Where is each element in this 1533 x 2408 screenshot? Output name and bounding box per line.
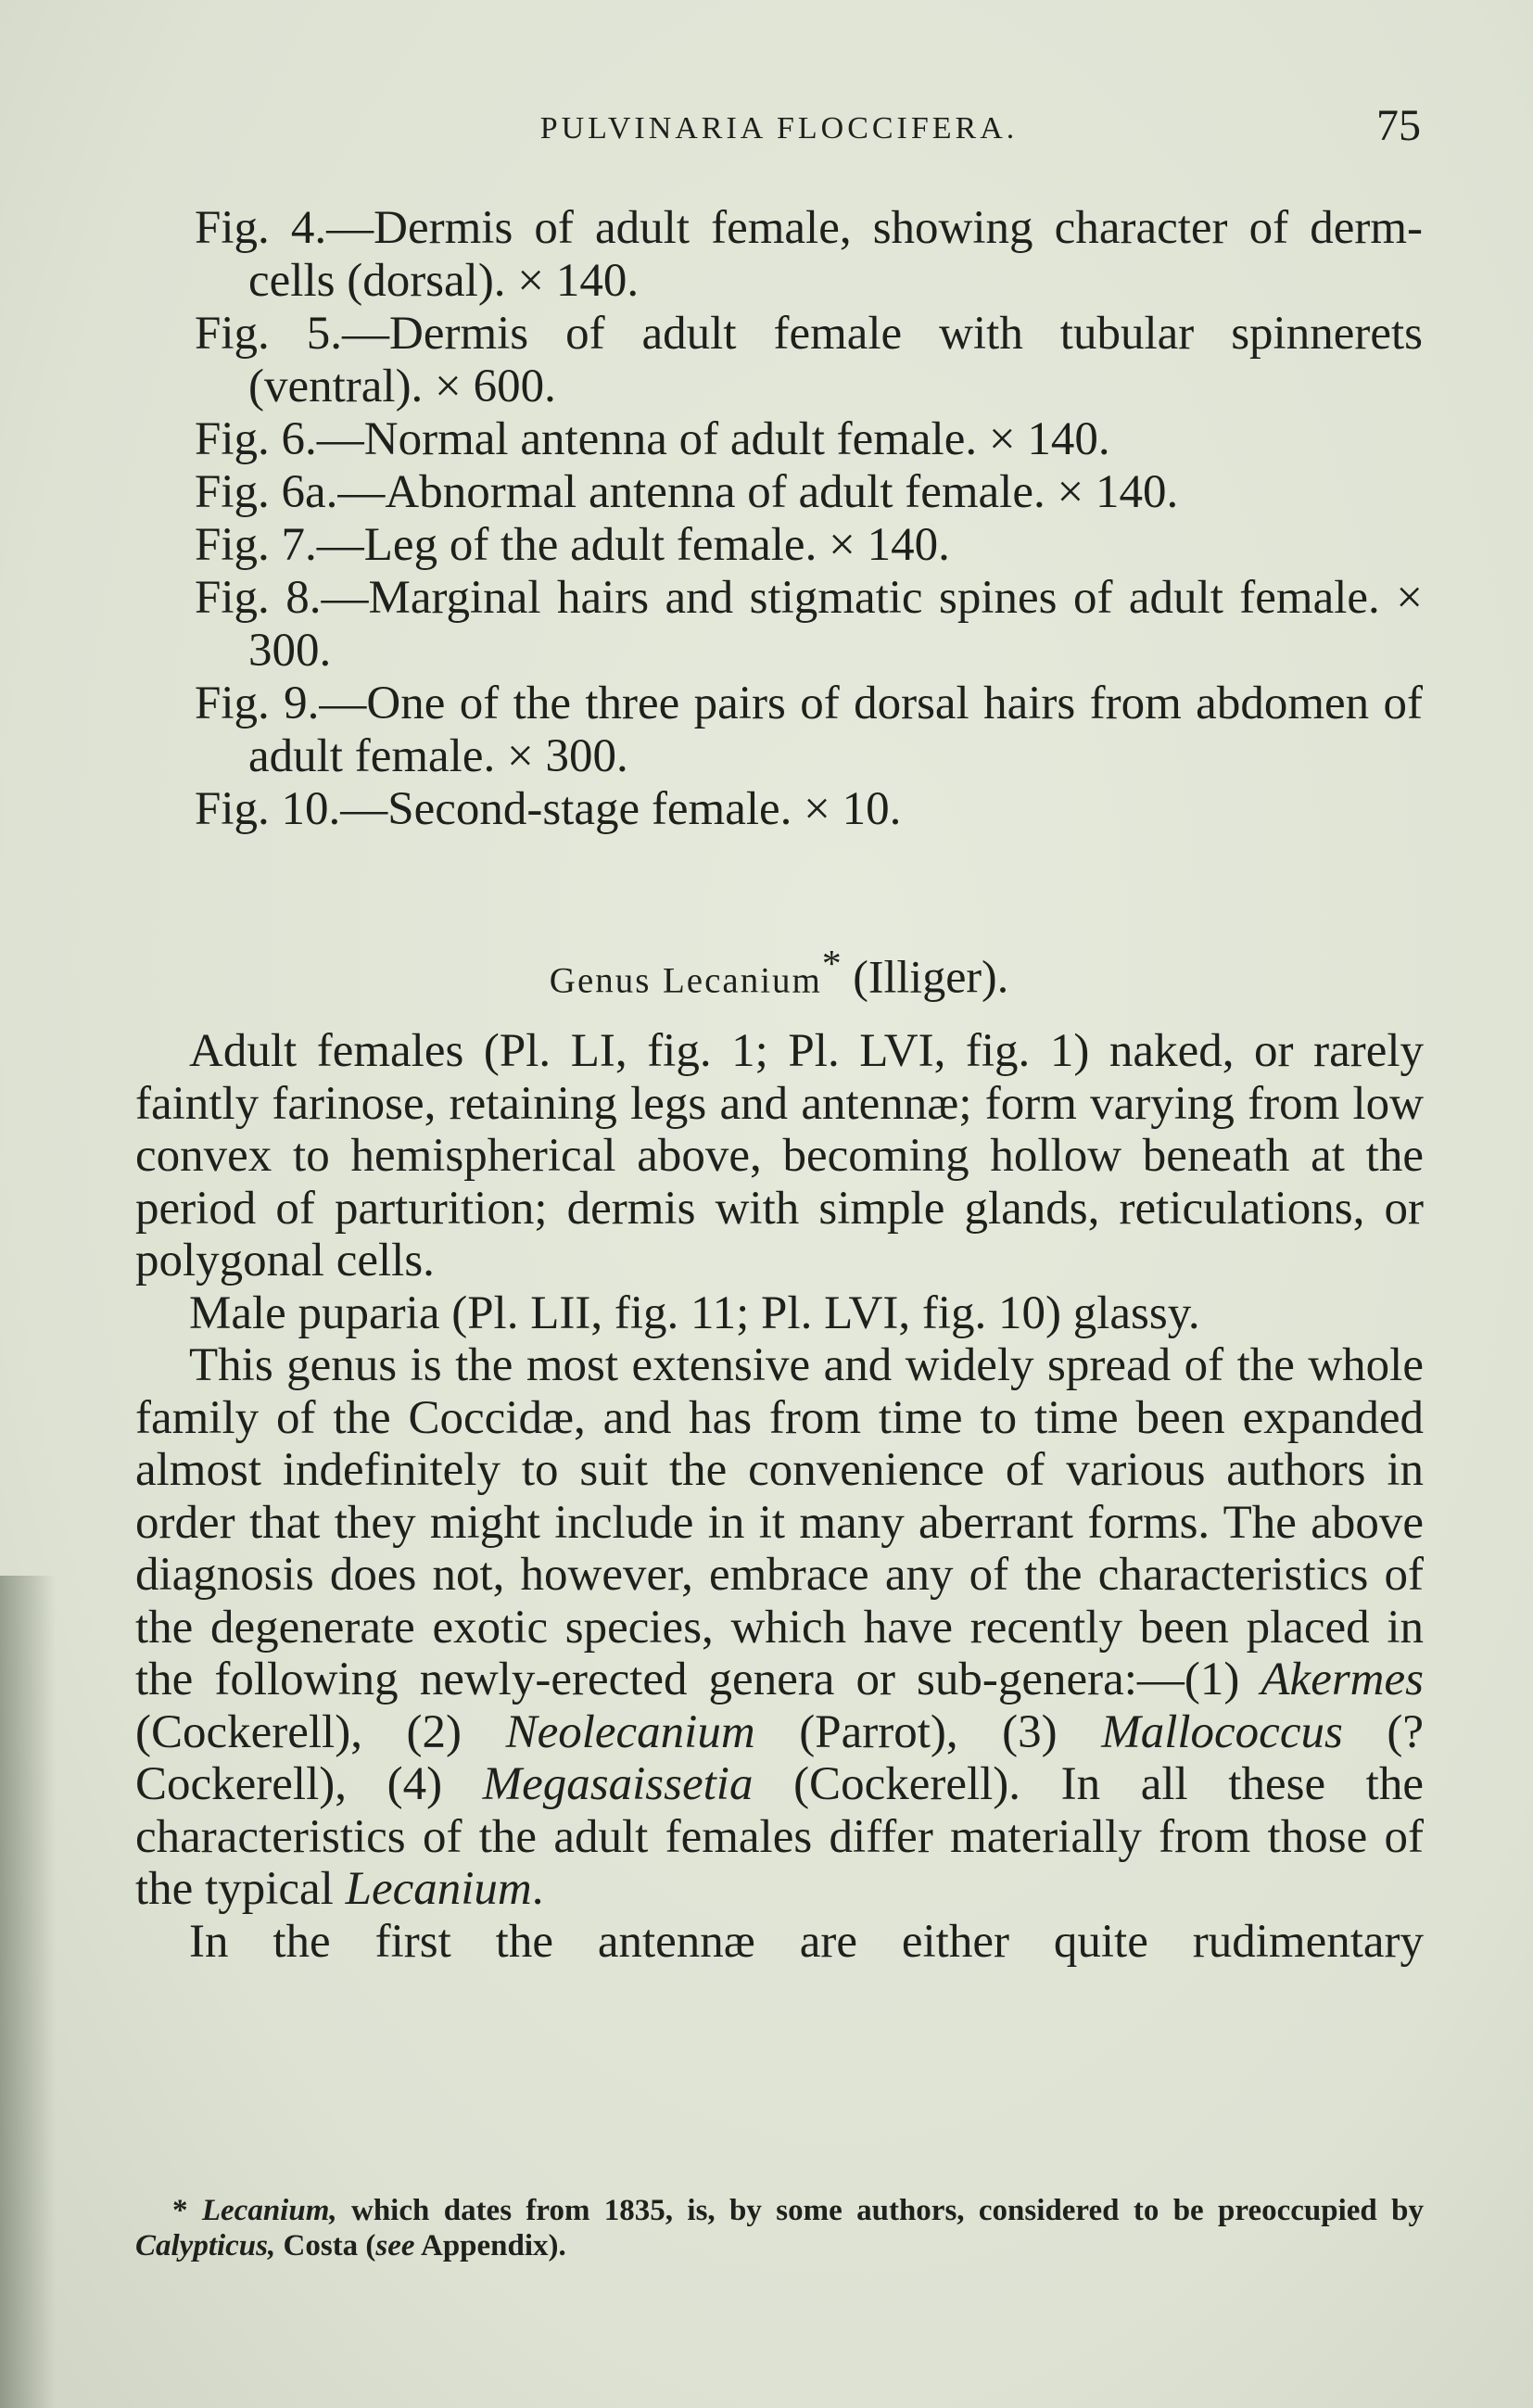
figure-caption: Fig. 9.—One of the three pairs of dorsal hairs from abdomen of adult female. × 300.: [195, 678, 1423, 782]
figure-caption: Fig. 6.—Normal antenna of adult female. × 140.: [195, 413, 1110, 465]
figure-caption: Fig. 8.—Marginal hairs and stigmatic spines of adult female. × 300.: [195, 572, 1423, 677]
paragraph-male-puparia: Male puparia (Pl. LII, fig. 11; Pl. LVI, fig. 10) glassy.: [189, 1286, 1200, 1339]
figure-caption: Fig. 10.—Second-stage female. × 10.: [195, 783, 902, 835]
heading-genus-word: Genus: [549, 960, 652, 1001]
text-run: (? Cockerell), (4): [135, 1705, 1424, 1810]
footnote: [135, 2193, 1424, 2263]
text-run: Costa (: [275, 2229, 376, 2262]
figure-caption: Fig. 7.—Leg of the adult female. × 140.: [195, 519, 950, 571]
heading-author: (Illiger).: [853, 950, 1009, 1003]
footnote-mark: *: [172, 2194, 188, 2227]
text-run: (Cockerell), (2): [135, 1705, 506, 1758]
figure-captions-list: [195, 202, 1423, 836]
see-reference: see: [375, 2229, 415, 2262]
paragraph-antennae: In the first the antennæ are either quite rudimentary: [189, 1915, 1424, 1968]
heading-footnote-mark: *: [821, 943, 842, 985]
taxon-name: Akermes: [1261, 1654, 1424, 1705]
taxon-name: Lecanium: [345, 1863, 532, 1915]
taxon-name: Neolecanium: [505, 1705, 755, 1758]
heading-genus-name: Lecanium: [662, 960, 822, 1001]
text-run: .: [531, 1863, 544, 1915]
figure-caption: Fig. 6a.—Abnormal antenna of adult female. × 140.: [195, 466, 1179, 518]
figure-caption: Fig. 5.—Dermis of adult female with tubular spinnerets (ventral). × 600.: [195, 308, 1423, 412]
text-run: which dates from 1835, is, by some authors, considered to be preoccupied by: [336, 2194, 1424, 2227]
taxon-name: Megasaissetia: [482, 1758, 754, 1810]
paragraph-adult-females: Adult females (Pl. LI, fig. 1; Pl. LVI, fig. 1) naked, or rarely faintly farinose, retaining legs and antennæ; form varying from low convex to hemispherical above, becoming hollow beneath at the period of parturition; dermis with simple glands, reticulations, or polygonal cells.: [135, 1025, 1424, 1286]
running-head: PULVINARIA FLOCCIFERA.: [539, 111, 1019, 146]
text-run: Appendix).: [414, 2229, 566, 2262]
page-header: [137, 100, 1421, 156]
text-run: (Parrot), (3): [754, 1705, 1102, 1758]
text-run: This genus is the most extensive and widely spread of the whole family of the Coccidæ, and has from time to time been expanded almost indefinitely to suit the convenience of various authors in order that they might include in it many aberrant forms. The above diagnosis does not, however, embrace any of the characteristics of the degenerate exotic species, which have recently been placed in the following newly-erected genera or sub-genera:—(1): [135, 1339, 1424, 1705]
text-run: (Cockerell). In all these the characteristics of the adult females differ materially from those of the typical: [135, 1758, 1424, 1915]
body-text: [135, 1025, 1424, 1968]
page-number: 75: [1376, 101, 1421, 150]
page-edge-shadow: [0, 1576, 56, 2408]
figure-caption: Fig. 4.—Dermis of adult female, showing character of derm-cells (dorsal). × 140.: [195, 202, 1423, 307]
section-heading: [137, 942, 1421, 1004]
taxon-name: Calypticus,: [135, 2229, 276, 2262]
paragraph-genus-description: [135, 1339, 1424, 1916]
taxon-name: Mallococcus: [1101, 1705, 1343, 1758]
taxon-name: Lecanium,: [201, 2194, 337, 2227]
